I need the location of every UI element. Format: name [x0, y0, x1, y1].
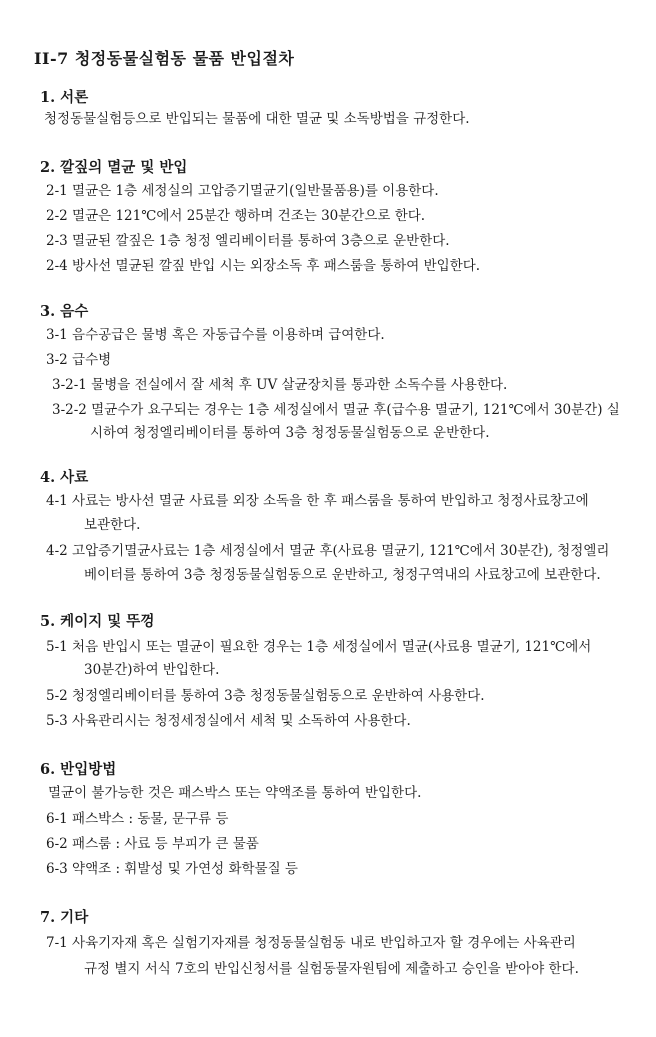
- section-3-line-3: 3-2-1 물병을 전실에서 잘 세척 후 UV 살균장치를 통과한 소독수를 사용한다.: [52, 377, 508, 393]
- section-5-heading: 5. 케이지 및 뚜껑: [40, 613, 155, 630]
- section-3-heading: 3. 음수: [40, 303, 89, 320]
- section-5-line-2: 30분간)하여 반입한다.: [84, 662, 220, 678]
- section-3-line-1: 3-1 음수공급은 물병 혹은 자동급수를 이용하며 급여한다.: [46, 327, 385, 343]
- section-3-line-5: 시하여 청정엘리베이터를 통하여 3층 청정동물실험동으로 운반한다.: [90, 425, 490, 441]
- section-2-line-4: 2-4 방사선 멸균된 깔짚 반입 시는 외장소독 후 패스룸을 통하여 반입한다.: [46, 258, 481, 274]
- section-4-line-3: 4-2 고압증기멸균사료는 1층 세정실에서 멸균 후(사료용 멸균기, 121℃에서 30분간), 청정엘리: [46, 543, 610, 559]
- section-4-line-2: 보관한다.: [84, 517, 141, 533]
- section-6-line-2: 6-1 패스박스 : 동물, 문구류 등: [46, 811, 229, 827]
- section-4-line-4: 베이터를 통하여 3층 청정동물실험동으로 운반하고, 청정구역내의 사료창고에 보관한다.: [84, 567, 601, 583]
- section-7-line-2: 규정 별지 서식 7호의 반입신청서를 실험동물자원팀에 제출하고 승인을 받아야 한다.: [84, 961, 579, 977]
- document-title: II-7 청정동물실험동 물품 반입절차: [34, 49, 295, 68]
- section-1-heading: 1. 서론: [40, 89, 89, 106]
- section-3-line-4: 3-2-2 멸균수가 요구되는 경우는 1층 세정실에서 멸균 후(급수용 멸균기, 121℃에서 30분간) 실: [52, 402, 620, 418]
- section-2-line-1: 2-1 멸균은 1층 세정실의 고압증기멸균기(일반물품용)를 이용한다.: [46, 183, 439, 199]
- section-1-line-1: 청정동물실험등으로 반입되는 물품에 대한 멸균 및 소독방법을 규정한다.: [44, 111, 470, 127]
- section-2-line-3: 2-3 멸균된 깔짚은 1층 청정 엘리베이터를 통하여 3층으로 운반한다.: [46, 233, 450, 249]
- section-7-heading: 7. 기타: [40, 909, 89, 926]
- section-5-line-4: 5-3 사육관리시는 청정세정실에서 세척 및 소독하여 사용한다.: [46, 713, 411, 729]
- section-4-heading: 4. 사료: [40, 469, 89, 486]
- section-3-line-2: 3-2 급수병: [46, 352, 112, 368]
- section-2-heading: 2. 깔짚의 멸균 및 반입: [40, 159, 188, 176]
- section-6-line-1: 멸균이 불가능한 것은 패스박스 또는 약액조를 통하여 반입한다.: [48, 785, 422, 801]
- section-5-line-1: 5-1 처음 반입시 또는 멸균이 필요한 경우는 1층 세정실에서 멸균(사료용 멸균기, 121℃에서: [46, 639, 592, 655]
- section-7-line-1: 7-1 사육기자재 혹은 실험기자재를 청정동물실험동 내로 반입하고자 할 경우에는 사육관리: [46, 935, 576, 951]
- section-5-line-3: 5-2 청정엘리베이터를 통하여 3층 청정동물실험동으로 운반하여 사용한다.: [46, 688, 485, 704]
- section-6-line-4: 6-3 약액조 : 휘발성 및 가연성 화학물질 등: [46, 861, 298, 877]
- section-2-line-2: 2-2 멸균은 121℃에서 25분간 행하며 건조는 30분간으로 한다.: [46, 208, 426, 224]
- section-6-heading: 6. 반입방법: [40, 761, 117, 778]
- section-4-line-1: 4-1 사료는 방사선 멸균 사료를 외장 소독을 한 후 패스룸을 통하여 반입하고 청정사료창고에: [46, 493, 589, 509]
- section-6-line-3: 6-2 패스룸 : 사료 등 부피가 큰 물품: [46, 836, 259, 852]
